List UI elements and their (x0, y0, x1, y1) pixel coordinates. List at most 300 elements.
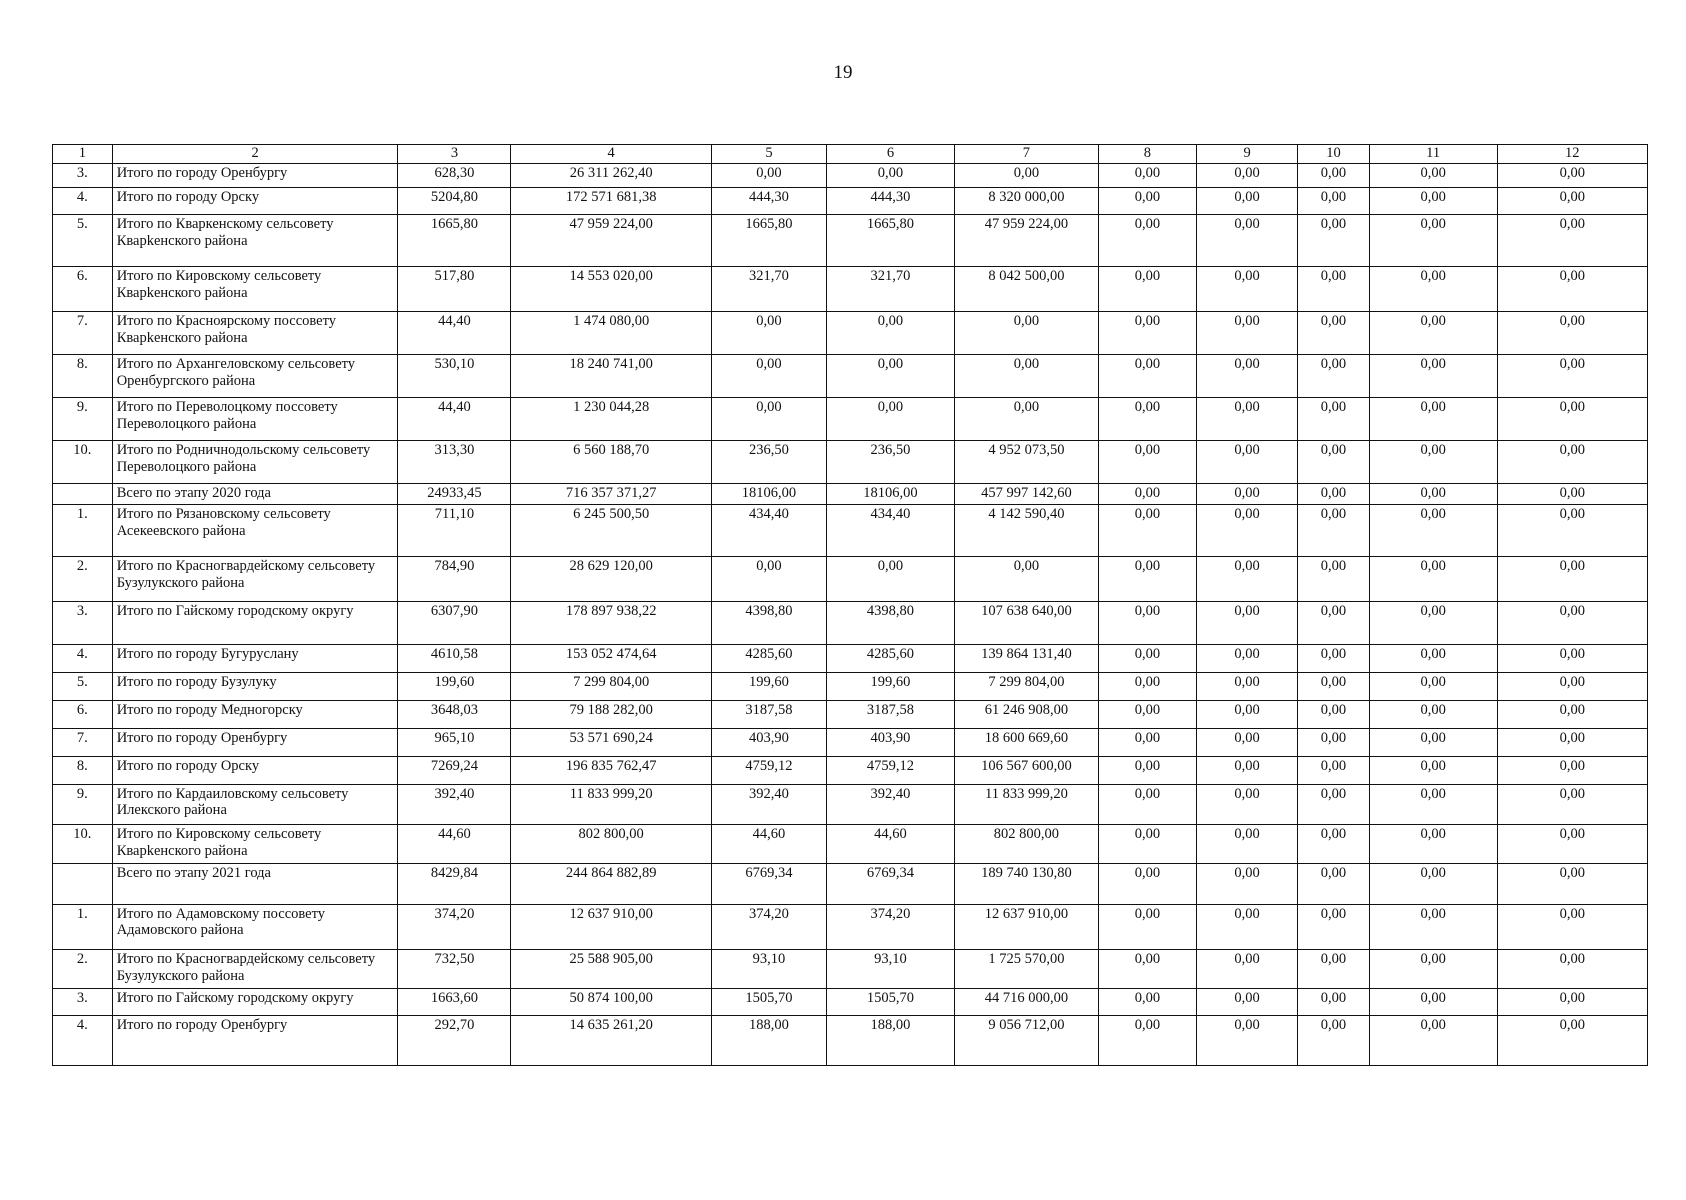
cell-col-12: 0,00 (1497, 756, 1647, 784)
cell-col-11: 0,00 (1369, 505, 1497, 557)
page-number: 19 (833, 62, 853, 83)
cell-col-9: 0,00 (1196, 163, 1297, 187)
cell-col-6: 444,30 (827, 187, 955, 215)
cell-col-3: 517,80 (398, 267, 511, 312)
cell-col-4: 178 897 938,22 (511, 602, 711, 645)
row-number: 2. (53, 949, 113, 988)
cell-col-8: 0,00 (1098, 483, 1196, 504)
cell-col-3: 313,30 (398, 440, 511, 483)
cell-col-9: 0,00 (1196, 312, 1297, 355)
cell-col-9: 0,00 (1196, 440, 1297, 483)
cell-col-11: 0,00 (1369, 440, 1497, 483)
row-number (53, 863, 113, 904)
cell-col-7: 61 246 908,00 (954, 700, 1098, 728)
cell-col-10: 0,00 (1298, 904, 1369, 949)
cell-col-12: 0,00 (1497, 505, 1647, 557)
cell-col-6: 434,40 (827, 505, 955, 557)
cell-col-7: 8 042 500,00 (954, 267, 1098, 312)
row-number: 3. (53, 163, 113, 187)
cell-col-10: 0,00 (1298, 1016, 1369, 1066)
cell-col-11: 0,00 (1369, 784, 1497, 825)
cell-col-4: 244 864 882,89 (511, 863, 711, 904)
cell-col-11: 0,00 (1369, 949, 1497, 988)
cell-col-9: 0,00 (1196, 602, 1297, 645)
row-name: Итого по Кардаиловскому сельсовету Илекского района (112, 784, 398, 825)
row-number: 10. (53, 440, 113, 483)
cell-col-4: 28 629 120,00 (511, 556, 711, 601)
row-name: Итого по Красногвардейскому сельсовету Бузулукского района (112, 556, 398, 601)
cell-col-8: 0,00 (1098, 1016, 1196, 1066)
cell-col-4: 50 874 100,00 (511, 988, 711, 1016)
cell-col-3: 530,10 (398, 355, 511, 398)
cell-col-3: 732,50 (398, 949, 511, 988)
cell-col-5: 236,50 (711, 440, 826, 483)
cell-col-4: 196 835 762,47 (511, 756, 711, 784)
cell-col-11: 0,00 (1369, 728, 1497, 756)
table-row (53, 756, 1648, 784)
cell-col-9: 0,00 (1196, 728, 1297, 756)
cell-col-4: 1 230 044,28 (511, 398, 711, 441)
table-row (53, 988, 1648, 1016)
row-name: Всего по этапу 2021 года (112, 863, 398, 904)
row-number: 3. (53, 988, 113, 1016)
cell-col-9: 0,00 (1196, 904, 1297, 949)
cell-col-4: 18 240 741,00 (511, 355, 711, 398)
cell-col-4: 25 588 905,00 (511, 949, 711, 988)
cell-col-12: 0,00 (1497, 440, 1647, 483)
cell-col-6: 3187,58 (827, 700, 955, 728)
cell-col-3: 3648,03 (398, 700, 511, 728)
row-number: 2. (53, 556, 113, 601)
cell-col-11: 0,00 (1369, 312, 1497, 355)
cell-col-9: 0,00 (1196, 483, 1297, 504)
cell-col-10: 0,00 (1298, 784, 1369, 825)
cell-col-3: 5204,80 (398, 187, 511, 215)
table-row (53, 483, 1648, 504)
cell-col-12: 0,00 (1497, 187, 1647, 215)
cell-col-3: 4610,58 (398, 644, 511, 672)
cell-col-6: 4398,80 (827, 602, 955, 645)
cell-col-7: 9 056 712,00 (954, 1016, 1098, 1066)
cell-col-8: 0,00 (1098, 784, 1196, 825)
column-number: 2 (112, 145, 398, 164)
cell-col-9: 0,00 (1196, 187, 1297, 215)
cell-col-5: 6769,34 (711, 863, 826, 904)
cell-col-3: 784,90 (398, 556, 511, 601)
cell-col-12: 0,00 (1497, 904, 1647, 949)
cell-col-3: 8429,84 (398, 863, 511, 904)
cell-col-6: 1505,70 (827, 988, 955, 1016)
cell-col-12: 0,00 (1497, 644, 1647, 672)
cell-col-3: 1663,60 (398, 988, 511, 1016)
row-number: 7. (53, 728, 113, 756)
cell-col-11: 0,00 (1369, 1016, 1497, 1066)
cell-col-12: 0,00 (1497, 988, 1647, 1016)
cell-col-5: 18106,00 (711, 483, 826, 504)
data-table (52, 144, 1648, 1066)
cell-col-5: 392,40 (711, 784, 826, 825)
cell-col-5: 444,30 (711, 187, 826, 215)
cell-col-12: 0,00 (1497, 312, 1647, 355)
table-row (53, 825, 1648, 864)
table-row (53, 312, 1648, 355)
row-name: Итого по Переволоцкому поссовету Переволоцкого района (112, 398, 398, 441)
table-row (53, 267, 1648, 312)
cell-col-10: 0,00 (1298, 672, 1369, 700)
cell-col-9: 0,00 (1196, 863, 1297, 904)
row-name: Всего по этапу 2020 года (112, 483, 398, 504)
row-number (53, 483, 113, 504)
cell-col-9: 0,00 (1196, 644, 1297, 672)
cell-col-12: 0,00 (1497, 483, 1647, 504)
cell-col-11: 0,00 (1369, 904, 1497, 949)
cell-col-6: 4285,60 (827, 644, 955, 672)
cell-col-5: 1665,80 (711, 215, 826, 267)
cell-col-3: 24933,45 (398, 483, 511, 504)
row-number: 4. (53, 644, 113, 672)
cell-col-5: 4759,12 (711, 756, 826, 784)
table-row (53, 187, 1648, 215)
column-number: 9 (1196, 145, 1297, 164)
cell-col-8: 0,00 (1098, 215, 1196, 267)
cell-col-12: 0,00 (1497, 355, 1647, 398)
column-number: 11 (1369, 145, 1497, 164)
cell-col-6: 403,90 (827, 728, 955, 756)
table-row (53, 505, 1648, 557)
cell-col-5: 403,90 (711, 728, 826, 756)
cell-col-12: 0,00 (1497, 163, 1647, 187)
row-name: Итого по городу Бугуруслану (112, 644, 398, 672)
cell-col-7: 0,00 (954, 398, 1098, 441)
column-number: 7 (954, 145, 1098, 164)
cell-col-6: 4759,12 (827, 756, 955, 784)
row-number: 3. (53, 602, 113, 645)
cell-col-6: 44,60 (827, 825, 955, 864)
row-name: Итого по Адамовскому поссовету Адамовского района (112, 904, 398, 949)
cell-col-11: 0,00 (1369, 556, 1497, 601)
row-name: Итого по городу Оренбургу (112, 1016, 398, 1066)
cell-col-8: 0,00 (1098, 312, 1196, 355)
cell-col-6: 199,60 (827, 672, 955, 700)
cell-col-12: 0,00 (1497, 949, 1647, 988)
cell-col-8: 0,00 (1098, 602, 1196, 645)
cell-col-7: 802 800,00 (954, 825, 1098, 864)
cell-col-6: 1665,80 (827, 215, 955, 267)
cell-col-8: 0,00 (1098, 187, 1196, 215)
column-number: 3 (398, 145, 511, 164)
cell-col-4: 14 635 261,20 (511, 1016, 711, 1066)
cell-col-10: 0,00 (1298, 700, 1369, 728)
cell-col-5: 0,00 (711, 556, 826, 601)
cell-col-5: 4285,60 (711, 644, 826, 672)
table-row (53, 700, 1648, 728)
cell-col-6: 18106,00 (827, 483, 955, 504)
cell-col-10: 0,00 (1298, 949, 1369, 988)
cell-col-11: 0,00 (1369, 644, 1497, 672)
cell-col-4: 14 553 020,00 (511, 267, 711, 312)
cell-col-6: 374,20 (827, 904, 955, 949)
cell-col-8: 0,00 (1098, 556, 1196, 601)
cell-col-9: 0,00 (1196, 556, 1297, 601)
cell-col-5: 434,40 (711, 505, 826, 557)
cell-col-9: 0,00 (1196, 267, 1297, 312)
table-row (53, 163, 1648, 187)
cell-col-7: 106 567 600,00 (954, 756, 1098, 784)
cell-col-10: 0,00 (1298, 187, 1369, 215)
cell-col-7: 457 997 142,60 (954, 483, 1098, 504)
cell-col-6: 188,00 (827, 1016, 955, 1066)
row-name: Итого по Родничнодольскому сельсовету Переволоцкого района (112, 440, 398, 483)
row-number: 5. (53, 215, 113, 267)
cell-col-7: 12 637 910,00 (954, 904, 1098, 949)
cell-col-11: 0,00 (1369, 700, 1497, 728)
table-row (53, 904, 1648, 949)
row-name: Итого по Красногвардейскому сельсовету Бузулукского района (112, 949, 398, 988)
cell-col-10: 0,00 (1298, 556, 1369, 601)
cell-col-4: 1 474 080,00 (511, 312, 711, 355)
cell-col-9: 0,00 (1196, 1016, 1297, 1066)
cell-col-11: 0,00 (1369, 483, 1497, 504)
cell-col-4: 802 800,00 (511, 825, 711, 864)
cell-col-3: 292,70 (398, 1016, 511, 1066)
cell-col-10: 0,00 (1298, 312, 1369, 355)
cell-col-7: 139 864 131,40 (954, 644, 1098, 672)
row-number: 8. (53, 756, 113, 784)
cell-col-8: 0,00 (1098, 505, 1196, 557)
cell-col-4: 26 311 262,40 (511, 163, 711, 187)
cell-col-3: 965,10 (398, 728, 511, 756)
cell-col-6: 0,00 (827, 398, 955, 441)
cell-col-3: 628,30 (398, 163, 511, 187)
column-number: 4 (511, 145, 711, 164)
cell-col-7: 0,00 (954, 355, 1098, 398)
row-number: 4. (53, 1016, 113, 1066)
row-name: Итого по Кваркенскому сельсовету Кварkенского района (112, 215, 398, 267)
cell-col-8: 0,00 (1098, 398, 1196, 441)
table-body (53, 145, 1648, 1066)
row-name: Итого по Кировскому сельсовету Кварkенского района (112, 825, 398, 864)
cell-col-10: 0,00 (1298, 825, 1369, 864)
cell-col-8: 0,00 (1098, 440, 1196, 483)
cell-col-10: 0,00 (1298, 355, 1369, 398)
row-name: Итого по городу Бузулуку (112, 672, 398, 700)
cell-col-6: 0,00 (827, 355, 955, 398)
cell-col-9: 0,00 (1196, 505, 1297, 557)
cell-col-5: 199,60 (711, 672, 826, 700)
cell-col-3: 392,40 (398, 784, 511, 825)
cell-col-8: 0,00 (1098, 825, 1196, 864)
cell-col-3: 44,40 (398, 398, 511, 441)
cell-col-8: 0,00 (1098, 863, 1196, 904)
cell-col-3: 44,40 (398, 312, 511, 355)
cell-col-5: 374,20 (711, 904, 826, 949)
cell-col-5: 0,00 (711, 312, 826, 355)
cell-col-9: 0,00 (1196, 988, 1297, 1016)
cell-col-7: 1 725 570,00 (954, 949, 1098, 988)
cell-col-9: 0,00 (1196, 355, 1297, 398)
cell-col-10: 0,00 (1298, 505, 1369, 557)
row-number: 9. (53, 784, 113, 825)
cell-col-10: 0,00 (1298, 440, 1369, 483)
cell-col-11: 0,00 (1369, 863, 1497, 904)
cell-col-5: 1505,70 (711, 988, 826, 1016)
cell-col-7: 4 142 590,40 (954, 505, 1098, 557)
cell-col-3: 6307,90 (398, 602, 511, 645)
cell-col-8: 0,00 (1098, 904, 1196, 949)
cell-col-10: 0,00 (1298, 267, 1369, 312)
cell-col-7: 18 600 669,60 (954, 728, 1098, 756)
cell-col-4: 12 637 910,00 (511, 904, 711, 949)
cell-col-8: 0,00 (1098, 988, 1196, 1016)
column-number: 6 (827, 145, 955, 164)
cell-col-7: 189 740 130,80 (954, 863, 1098, 904)
table-row (53, 1016, 1648, 1066)
cell-col-12: 0,00 (1497, 1016, 1647, 1066)
row-name: Итого по городу Медногорску (112, 700, 398, 728)
cell-col-6: 6769,34 (827, 863, 955, 904)
table-row (53, 398, 1648, 441)
row-number: 10. (53, 825, 113, 864)
row-number: 9. (53, 398, 113, 441)
cell-col-12: 0,00 (1497, 728, 1647, 756)
cell-col-5: 0,00 (711, 398, 826, 441)
cell-col-7: 7 299 804,00 (954, 672, 1098, 700)
cell-col-12: 0,00 (1497, 700, 1647, 728)
row-name: Итого по городу Оренбургу (112, 728, 398, 756)
cell-col-9: 0,00 (1196, 949, 1297, 988)
row-number: 1. (53, 904, 113, 949)
cell-col-3: 711,10 (398, 505, 511, 557)
cell-col-5: 0,00 (711, 163, 826, 187)
cell-col-5: 0,00 (711, 355, 826, 398)
cell-col-5: 188,00 (711, 1016, 826, 1066)
cell-col-3: 7269,24 (398, 756, 511, 784)
cell-col-12: 0,00 (1497, 215, 1647, 267)
table-row (53, 644, 1648, 672)
row-name: Итого по Гайскому городскому округу (112, 602, 398, 645)
cell-col-11: 0,00 (1369, 267, 1497, 312)
row-name: Итого по Рязановскому сельсовету Асекеевского района (112, 505, 398, 557)
cell-col-7: 0,00 (954, 312, 1098, 355)
cell-col-8: 0,00 (1098, 672, 1196, 700)
row-name: Итого по городу Оренбургу (112, 163, 398, 187)
cell-col-8: 0,00 (1098, 355, 1196, 398)
cell-col-11: 0,00 (1369, 187, 1497, 215)
cell-col-12: 0,00 (1497, 602, 1647, 645)
cell-col-11: 0,00 (1369, 163, 1497, 187)
cell-col-12: 0,00 (1497, 556, 1647, 601)
cell-col-4: 172 571 681,38 (511, 187, 711, 215)
cell-col-3: 199,60 (398, 672, 511, 700)
cell-col-9: 0,00 (1196, 784, 1297, 825)
cell-col-4: 153 052 474,64 (511, 644, 711, 672)
cell-col-7: 107 638 640,00 (954, 602, 1098, 645)
cell-col-11: 0,00 (1369, 988, 1497, 1016)
cell-col-8: 0,00 (1098, 644, 1196, 672)
cell-col-4: 716 357 371,27 (511, 483, 711, 504)
row-number: 4. (53, 187, 113, 215)
cell-col-8: 0,00 (1098, 756, 1196, 784)
cell-col-11: 0,00 (1369, 602, 1497, 645)
cell-col-4: 7 299 804,00 (511, 672, 711, 700)
column-number: 1 (53, 145, 113, 164)
cell-col-10: 0,00 (1298, 602, 1369, 645)
cell-col-4: 6 245 500,50 (511, 505, 711, 557)
cell-col-8: 0,00 (1098, 949, 1196, 988)
cell-col-10: 0,00 (1298, 163, 1369, 187)
table-row (53, 602, 1648, 645)
row-number: 6. (53, 267, 113, 312)
cell-col-7: 8 320 000,00 (954, 187, 1098, 215)
row-name: Итого по Красноярскому поссовету Кварkенского района (112, 312, 398, 355)
cell-col-6: 0,00 (827, 556, 955, 601)
cell-col-7: 4 952 073,50 (954, 440, 1098, 483)
row-name: Итого по Кировскому сельсовету Кварkенского района (112, 267, 398, 312)
cell-col-4: 11 833 999,20 (511, 784, 711, 825)
cell-col-12: 0,00 (1497, 863, 1647, 904)
row-number: 7. (53, 312, 113, 355)
cell-col-11: 0,00 (1369, 215, 1497, 267)
cell-col-6: 392,40 (827, 784, 955, 825)
cell-col-11: 0,00 (1369, 825, 1497, 864)
cell-col-7: 0,00 (954, 163, 1098, 187)
cell-col-11: 0,00 (1369, 355, 1497, 398)
cell-col-10: 0,00 (1298, 483, 1369, 504)
cell-col-5: 321,70 (711, 267, 826, 312)
row-number: 8. (53, 355, 113, 398)
cell-col-6: 0,00 (827, 163, 955, 187)
cell-col-5: 93,10 (711, 949, 826, 988)
row-name: Итого по Гайскому городскому округу (112, 988, 398, 1016)
cell-col-4: 53 571 690,24 (511, 728, 711, 756)
column-number: 12 (1497, 145, 1647, 164)
row-name: Итого по Архангеловскому сельсовету Оренбургского района (112, 355, 398, 398)
cell-col-4: 79 188 282,00 (511, 700, 711, 728)
cell-col-10: 0,00 (1298, 756, 1369, 784)
cell-col-3: 374,20 (398, 904, 511, 949)
cell-col-7: 44 716 000,00 (954, 988, 1098, 1016)
table-row (53, 440, 1648, 483)
cell-col-11: 0,00 (1369, 672, 1497, 700)
cell-col-4: 6 560 188,70 (511, 440, 711, 483)
cell-col-10: 0,00 (1298, 728, 1369, 756)
cell-col-9: 0,00 (1196, 398, 1297, 441)
cell-col-9: 0,00 (1196, 700, 1297, 728)
table-row (53, 672, 1648, 700)
cell-col-10: 0,00 (1298, 398, 1369, 441)
cell-col-6: 236,50 (827, 440, 955, 483)
table-row (53, 556, 1648, 601)
table-row (53, 215, 1648, 267)
cell-col-12: 0,00 (1497, 784, 1647, 825)
table-row (53, 949, 1648, 988)
table-row (53, 728, 1648, 756)
cell-col-9: 0,00 (1196, 756, 1297, 784)
column-number: 10 (1298, 145, 1369, 164)
cell-col-10: 0,00 (1298, 215, 1369, 267)
table-row (53, 355, 1648, 398)
row-number: 1. (53, 505, 113, 557)
column-number: 8 (1098, 145, 1196, 164)
cell-col-9: 0,00 (1196, 825, 1297, 864)
cell-col-7: 0,00 (954, 556, 1098, 601)
table-row (53, 863, 1648, 904)
row-name: Итого по городу Орску (112, 187, 398, 215)
cell-col-6: 321,70 (827, 267, 955, 312)
cell-col-12: 0,00 (1497, 398, 1647, 441)
cell-col-10: 0,00 (1298, 988, 1369, 1016)
cell-col-12: 0,00 (1497, 267, 1647, 312)
